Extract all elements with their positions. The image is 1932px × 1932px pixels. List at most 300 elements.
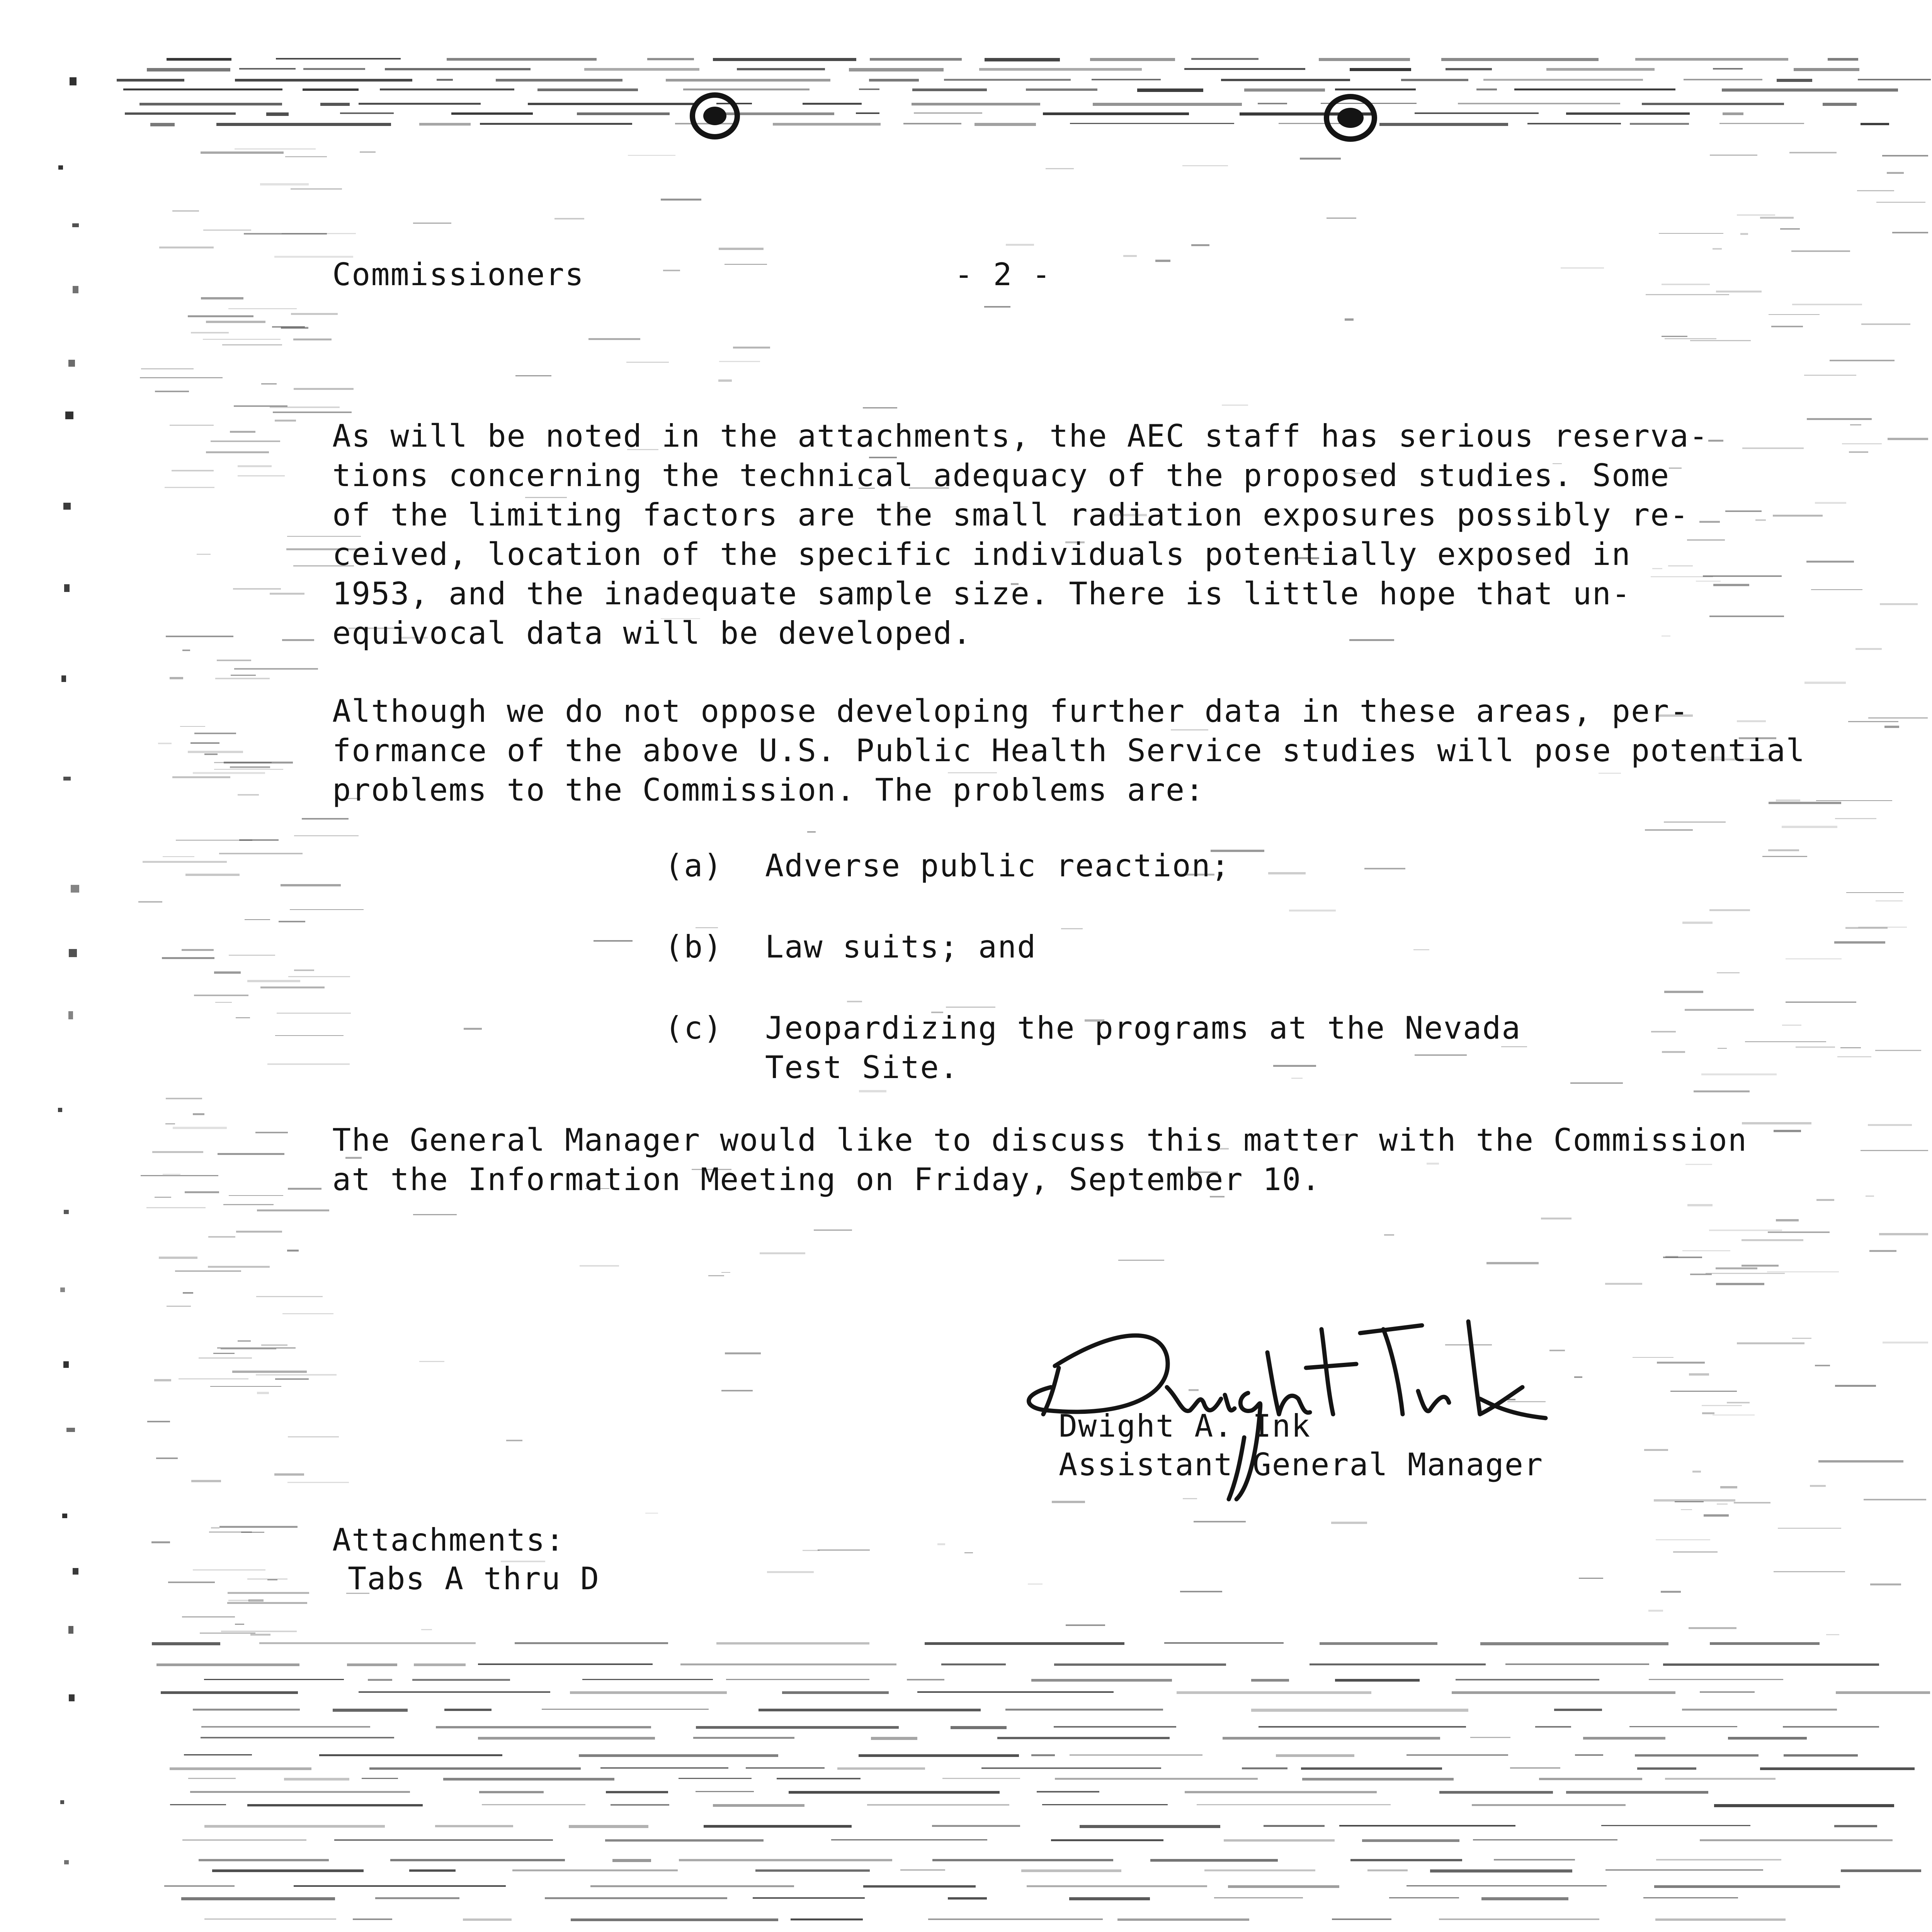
scan-streak — [150, 123, 175, 126]
scan-streak — [1182, 165, 1228, 166]
scan-streak — [1214, 1897, 1303, 1898]
scan-streak — [1027, 1885, 1207, 1887]
scan-streak — [903, 123, 961, 124]
scan-streak — [303, 88, 359, 91]
scan-streak — [1689, 1627, 1736, 1629]
scan-streak — [204, 1825, 385, 1828]
scan-streak — [1155, 260, 1170, 262]
scan-streak — [176, 840, 252, 841]
scan-streak — [159, 1257, 197, 1259]
scan-streak — [1046, 168, 1074, 169]
scan-streak — [1651, 1031, 1676, 1032]
scan-streak — [478, 1663, 653, 1665]
scan-streak — [125, 112, 236, 115]
scan-streak — [1681, 1509, 1692, 1510]
scan-streak — [1657, 1362, 1705, 1364]
text-line: As will be noted in the attachments, the AEC staff has serious reserva- — [332, 418, 1709, 454]
scan-streak — [235, 148, 316, 150]
scan-streak — [68, 360, 75, 367]
scan-streak — [1718, 1048, 1727, 1049]
scan-streak — [444, 1709, 492, 1711]
scan-streak — [975, 123, 1036, 126]
scan-streak — [267, 1063, 350, 1065]
scan-streak — [1185, 1791, 1377, 1793]
scan-streak — [1335, 1679, 1420, 1682]
scan-streak — [194, 733, 236, 734]
scan-streak — [68, 1011, 73, 1019]
scan-streak — [951, 1726, 1007, 1729]
scan-streak — [233, 588, 281, 590]
scan-streak — [1806, 561, 1854, 563]
scan-streak — [166, 636, 233, 637]
scan-streak — [948, 1897, 987, 1900]
scan-streak — [288, 1188, 321, 1190]
scan-streak — [1204, 1869, 1315, 1871]
scan-streak — [1670, 1391, 1737, 1392]
scan-streak — [138, 901, 162, 903]
scan-streak — [1755, 519, 1766, 521]
scan-streak — [204, 753, 218, 755]
scan-streak — [1289, 910, 1336, 912]
scan-streak — [679, 1859, 892, 1861]
scan-streak — [724, 264, 767, 265]
scan-streak — [1656, 1539, 1710, 1540]
scan-streak — [693, 1737, 794, 1739]
scan-streak — [1655, 1918, 1786, 1921]
text-line: Test Site. — [765, 1049, 959, 1085]
scan-streak — [248, 1599, 264, 1602]
scan-streak — [1870, 1583, 1901, 1585]
scan-streak — [188, 751, 243, 753]
scan-streak — [964, 1552, 973, 1553]
scan-streak — [362, 1778, 398, 1779]
scan-streak — [154, 1379, 171, 1381]
scan-streak — [725, 1352, 761, 1354]
scan-streak — [612, 1859, 651, 1862]
scan-streak — [290, 909, 364, 910]
scan-streak — [1682, 1250, 1730, 1251]
scan-streak — [863, 407, 897, 408]
scan-streak — [645, 1513, 658, 1514]
scan-streak — [436, 1726, 651, 1728]
text-line: equivocal data will be developed. — [332, 615, 972, 651]
scan-streak — [214, 769, 283, 770]
scan-streak — [369, 1767, 581, 1770]
scan-streak — [1514, 88, 1675, 90]
scan-streak — [1713, 68, 1743, 70]
scan-streak — [1541, 1218, 1571, 1219]
scan-streak — [217, 1347, 296, 1349]
scan-streak — [1823, 103, 1857, 106]
scan-streak — [1476, 88, 1497, 90]
scan-streak — [1815, 502, 1846, 504]
scan-streak — [182, 1616, 235, 1617]
scan-streak — [1664, 991, 1703, 993]
scan-streak — [1117, 1918, 1249, 1921]
scan-streak — [1723, 112, 1743, 115]
scan-streak — [1473, 1839, 1617, 1840]
scan-streak — [777, 1778, 861, 1779]
scan-streak — [1276, 1754, 1354, 1757]
scan-streak — [1362, 1839, 1459, 1842]
scan-streak — [1864, 1499, 1926, 1500]
scan-streak — [1042, 1804, 1168, 1805]
scan-streak — [1849, 451, 1868, 453]
scan-streak — [1055, 1778, 1258, 1780]
text-line: The General Manager would like to discuss this matter with the Commission — [332, 1122, 1747, 1158]
attachments-heading: Attachments: — [332, 1522, 565, 1558]
scan-streak — [257, 1209, 329, 1211]
problem-text-a: Adverse public reaction; — [765, 848, 1230, 884]
scan-streak — [193, 772, 265, 774]
scan-streak — [1742, 1239, 1803, 1241]
scan-streak — [569, 1825, 648, 1828]
scan-streak — [737, 68, 825, 70]
scan-streak — [944, 79, 1071, 81]
scan-streak — [1635, 58, 1788, 61]
scan-streak — [1413, 949, 1429, 950]
scan-streak — [247, 1804, 423, 1806]
scan-streak — [1888, 438, 1928, 440]
scan-streak — [270, 593, 304, 595]
scan-streak — [1828, 58, 1858, 61]
scan-streak — [222, 344, 282, 345]
scan-streak — [221, 1631, 297, 1632]
scan-streak — [412, 1679, 510, 1681]
scan-streak — [791, 1918, 863, 1920]
scan-streak — [1251, 1679, 1289, 1682]
scan-streak — [276, 58, 401, 60]
scan-streak — [803, 1550, 820, 1551]
scan-streak — [1037, 1791, 1099, 1793]
scan-streak — [1745, 1041, 1826, 1042]
scan-streak — [68, 1626, 73, 1634]
scan-streak — [1630, 123, 1689, 125]
scan-streak — [167, 1306, 191, 1307]
scan-streak — [302, 818, 349, 820]
scan-streak — [1191, 58, 1259, 60]
scan-streak — [537, 88, 638, 91]
scan-streak — [234, 668, 318, 670]
scan-streak — [224, 762, 293, 764]
scan-streak — [1021, 1869, 1121, 1872]
scan-streak — [1710, 1642, 1820, 1645]
scan-streak — [285, 156, 327, 157]
scan-streak — [1197, 1804, 1391, 1805]
text-line: at the Information Meeting on Friday, September 10. — [332, 1162, 1321, 1197]
scan-streak — [1527, 123, 1621, 124]
scan-streak — [979, 68, 1142, 71]
scan-streak — [1664, 821, 1726, 823]
scan-streak — [1470, 1737, 1510, 1738]
scan-streak — [696, 1791, 754, 1792]
scan-streak — [1645, 829, 1693, 831]
scan-streak — [1137, 88, 1203, 92]
scan-streak — [273, 412, 352, 413]
scan-streak — [380, 88, 514, 90]
scan-streak — [1850, 424, 1861, 425]
scan-streak — [1855, 648, 1882, 650]
scan-streak — [1740, 233, 1748, 235]
scan-streak — [721, 1390, 753, 1391]
scan-streak — [1583, 1737, 1665, 1740]
scan-streak — [867, 1804, 1009, 1806]
scan-streak — [151, 1541, 170, 1543]
scan-streak — [1703, 575, 1782, 577]
scan-streak — [72, 223, 79, 227]
scan-streak — [1458, 103, 1620, 104]
scan-streak — [1687, 1204, 1713, 1206]
scan-streak — [582, 1679, 713, 1680]
scan-streak — [479, 1791, 544, 1793]
scan-streak — [1722, 88, 1898, 92]
scan-streak — [1673, 1551, 1718, 1553]
scan-streak — [1720, 1486, 1737, 1488]
scan-streak — [1709, 1230, 1782, 1231]
scan-streak — [203, 339, 281, 340]
scan-streak — [172, 776, 230, 778]
text-line: 1953, and the inadequate sample size. There is little hope that un- — [332, 576, 1631, 612]
problem-text-b: Law suits; and — [765, 929, 1037, 965]
scan-streak — [1472, 1804, 1626, 1806]
scan-streak — [260, 183, 309, 185]
scan-streak — [1118, 1260, 1164, 1261]
scan-streak — [1701, 1073, 1777, 1075]
scan-streak — [1868, 717, 1928, 719]
scan-streak — [1690, 340, 1751, 341]
scan-streak — [62, 1514, 67, 1518]
scan-streak — [1876, 900, 1903, 901]
scan-streak — [1510, 1767, 1560, 1769]
scan-streak — [1709, 616, 1784, 617]
scan-streak — [303, 68, 365, 70]
scan-streak — [704, 1825, 852, 1828]
scan-streak — [167, 58, 231, 61]
scan-streak — [746, 1767, 825, 1769]
scan-streak — [818, 1549, 870, 1551]
scan-streak — [863, 1885, 976, 1888]
scan-streak — [208, 1236, 235, 1238]
scan-streak — [807, 831, 816, 833]
scan-streak — [259, 1642, 476, 1644]
scan-streak — [173, 1127, 227, 1129]
scan-streak — [1830, 360, 1895, 361]
paragraph-staff-reservations — [332, 417, 1709, 653]
scan-streak — [215, 1002, 232, 1003]
scan-streak — [164, 1885, 235, 1887]
scan-streak — [201, 1737, 394, 1738]
scan-streak — [1682, 922, 1713, 924]
scan-streak — [932, 1825, 1020, 1827]
scan-streak — [1816, 800, 1892, 801]
scan-streak — [1401, 79, 1468, 81]
scan-streak — [184, 1754, 252, 1755]
signatory-title: Assistant General Manager — [1059, 1447, 1544, 1483]
scan-streak — [917, 1691, 1114, 1693]
scan-streak — [1258, 103, 1287, 104]
scan-streak — [1716, 291, 1762, 293]
scan-streak — [1846, 892, 1904, 893]
scan-streak — [713, 1804, 804, 1807]
scan-streak — [165, 487, 214, 488]
scan-streak — [238, 475, 285, 476]
scan-streak — [1439, 1918, 1599, 1920]
scan-streak — [1452, 1691, 1675, 1694]
scan-streak — [666, 79, 830, 82]
scan-streak — [1439, 1791, 1553, 1794]
scan-streak — [257, 1392, 269, 1394]
scan-streak — [1662, 336, 1687, 337]
scan-streak — [419, 123, 471, 126]
scan-streak — [594, 940, 633, 942]
scan-streak — [1319, 58, 1410, 61]
scan-streak — [1868, 1124, 1912, 1126]
scan-streak — [63, 777, 71, 781]
scan-streak — [1717, 972, 1740, 973]
scan-streak — [1858, 79, 1931, 80]
scan-streak — [1700, 1839, 1893, 1841]
scan-streak — [760, 1252, 805, 1254]
scan-streak — [230, 431, 255, 433]
scan-streak — [577, 112, 670, 115]
header-addressee: Commissioners — [332, 257, 585, 293]
scan-streak — [1486, 1262, 1539, 1264]
scan-streak — [435, 1825, 513, 1827]
scan-streak — [294, 835, 359, 836]
scan-streak — [182, 650, 190, 651]
scan-streak — [1880, 603, 1918, 605]
scan-streak — [1725, 510, 1762, 512]
scan-streak — [1430, 1869, 1572, 1872]
scan-streak — [58, 165, 63, 170]
scan-streak — [156, 1663, 299, 1666]
scan-streak — [571, 1918, 778, 1921]
scan-streak — [1810, 1485, 1826, 1487]
scan-streak — [554, 218, 584, 219]
scan-streak — [1727, 1402, 1750, 1403]
problem-marker-c: (c) — [665, 1010, 723, 1046]
scan-streak — [199, 1357, 252, 1359]
scan-streak — [1780, 228, 1800, 230]
scan-streak — [368, 1679, 392, 1681]
scan-streak — [275, 1035, 344, 1036]
scan-streak — [294, 1885, 506, 1887]
scan-streak — [1774, 1130, 1801, 1132]
scan-streak — [213, 1353, 235, 1354]
scan-streak — [1575, 1754, 1603, 1756]
scan-streak — [255, 1132, 288, 1133]
scan-streak — [1494, 1859, 1575, 1861]
scan-streak — [1892, 232, 1928, 233]
scan-streak — [1379, 123, 1508, 126]
scan-streak — [1605, 1869, 1763, 1871]
scan-streak — [1866, 1196, 1874, 1197]
scan-streak — [209, 1531, 252, 1533]
scan-streak — [1737, 214, 1775, 216]
scan-streak — [447, 58, 597, 61]
scan-streak — [1579, 1578, 1603, 1579]
scan-streak — [1665, 1778, 1776, 1780]
scan-streak — [360, 151, 376, 153]
scan-streak — [1384, 1234, 1394, 1236]
scan-streak — [216, 123, 391, 126]
scan-streak — [1031, 1679, 1172, 1682]
scan-streak — [236, 1017, 250, 1018]
scan-streak — [261, 383, 277, 384]
scan-streak — [63, 1361, 69, 1368]
scan-streak — [166, 1098, 202, 1099]
scan-streak — [579, 1754, 778, 1757]
scan-streak — [1092, 79, 1161, 80]
scan-streak — [158, 743, 172, 744]
scan-streak — [626, 362, 669, 363]
scan-streak — [1837, 1056, 1871, 1057]
scan-streak — [1483, 79, 1643, 81]
scan-streak — [1776, 1219, 1799, 1221]
scan-streak — [1682, 1709, 1837, 1711]
scan-streak — [294, 969, 314, 971]
scan-streak — [1327, 218, 1356, 219]
scan-streak — [1662, 284, 1710, 285]
scan-streak — [721, 1272, 730, 1273]
scan-streak — [1223, 1737, 1440, 1740]
scan-streak — [981, 1767, 1161, 1769]
scan-streak — [185, 874, 240, 876]
scan-streak — [859, 88, 879, 90]
text-line: Although we do not oppose developing further data in these areas, per- — [332, 693, 1689, 729]
scan-streak — [1367, 1869, 1408, 1871]
scan-streak — [334, 1839, 553, 1841]
scan-streak — [256, 1296, 323, 1297]
scan-streak — [713, 58, 856, 61]
scan-streak — [1335, 88, 1416, 90]
scan-streak — [1222, 405, 1248, 406]
scan-streak — [1768, 849, 1799, 851]
scan-streak — [182, 1839, 306, 1841]
scan-streak — [152, 1151, 203, 1153]
scan-streak — [190, 742, 219, 744]
scan-streak — [1684, 79, 1762, 80]
scan-streak — [63, 503, 71, 510]
scan-streak — [182, 949, 214, 951]
scan-streak — [1456, 1679, 1599, 1680]
scan-streak — [837, 1767, 925, 1770]
scan-streak — [1879, 1233, 1928, 1235]
scan-streak — [66, 1428, 75, 1432]
scan-streak — [1792, 1338, 1811, 1339]
scan-streak — [1774, 1571, 1845, 1572]
scan-streak — [1665, 338, 1716, 339]
scan-streak — [212, 1869, 364, 1872]
scan-streak — [661, 199, 701, 201]
text-line: of the limiting factors are the small radiation exposures possibly re- — [332, 497, 1689, 533]
scan-streak — [1692, 1471, 1701, 1473]
scan-streak — [1773, 515, 1823, 517]
scan-streak — [1080, 1825, 1220, 1828]
scan-streak — [206, 451, 269, 453]
scan-streak — [1882, 155, 1928, 156]
scan-streak — [679, 1778, 752, 1779]
scan-streak — [1842, 443, 1882, 444]
scan-streak — [1406, 1885, 1607, 1886]
scan-streak — [419, 1361, 444, 1362]
scan-streak — [236, 1231, 282, 1233]
scan-streak — [1300, 158, 1341, 160]
scan-streak — [1816, 1199, 1834, 1201]
paragraph-potential-problems — [332, 692, 1805, 810]
scan-streak — [1796, 1046, 1835, 1048]
scan-streak — [123, 88, 282, 90]
